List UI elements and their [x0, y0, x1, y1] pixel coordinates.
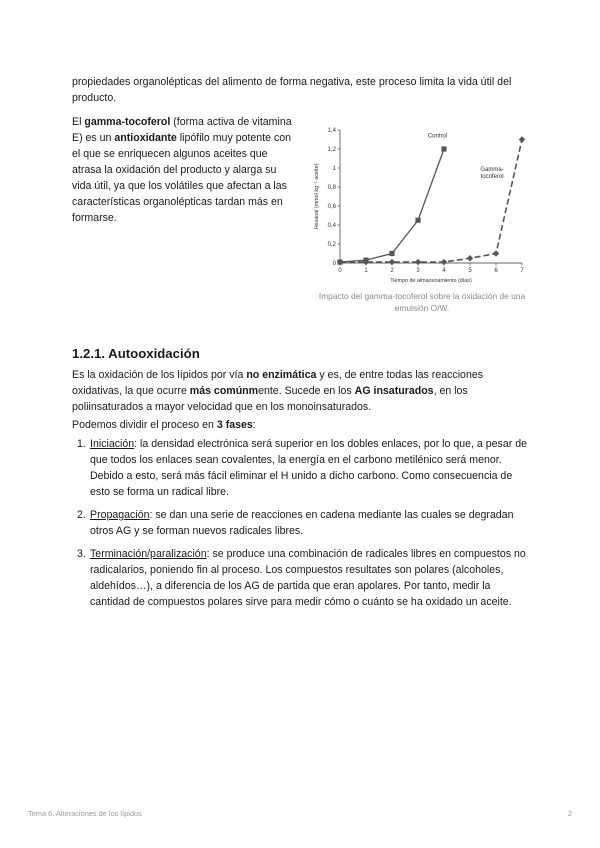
x-tick-label: 3 [416, 268, 420, 274]
data-point-square [441, 146, 446, 151]
x-tick-label: 4 [442, 268, 446, 274]
hexanal-chart [308, 120, 536, 288]
gamma-bold-2: antioxidante [114, 132, 177, 144]
gamma-bold-1: gamma-tocoferol [84, 116, 171, 128]
phase-item [72, 436, 532, 500]
phase-term: Propagación [90, 509, 150, 521]
x-tick-label: 7 [520, 268, 524, 274]
data-point-diamond [415, 259, 421, 265]
phase-number: 3. [77, 548, 86, 560]
phase-text: : se produce una combinación de radicales libres en compuestos no radicalarios, poniendo fin al proceso. Los compuestos resultates son polares (alcoholes, aldehídos…), a diferencia de los AG de partida que eran apolares. Por tanto, medir la cantidad de compuestos polares sirve para medir cómo o cuánto se ha oxidado un aceite. [90, 548, 526, 608]
phases-intro-text-1: Podemos dividir el proceso en [72, 419, 217, 431]
gamma-text-1: El [72, 116, 85, 128]
series-line-1 [340, 140, 522, 263]
phases-intro [72, 417, 532, 433]
auto-bold-2: más comúnm [189, 385, 259, 397]
x-tick-label: 0 [338, 268, 342, 274]
phase-item [72, 546, 532, 610]
auto-text-2: y es, de entre todas las reacciones oxidativas, la que ocurre [72, 369, 484, 397]
auto-text-4: , en los poliinsaturados a mayor velocidad que en los monoinsaturados. [72, 385, 468, 413]
gamma-tocoferol-paragraph [72, 114, 294, 226]
auto-text-3: ente. Sucede en los [258, 385, 355, 397]
data-point-diamond [467, 255, 473, 261]
auto-text-1: Es la oxidación de los lípidos por vía [72, 369, 247, 381]
series-label-gamma-line1: Gamma- [480, 166, 504, 173]
page-number: 2 [567, 809, 572, 818]
phase-text: : la densidad electrónica será superior en los dobles enlaces, por lo que, a pesar de que todos los enlaces sean covalentes, la energía en el carbono metilénico será menor. Debido a esto, será más fácil eliminar el H unido a dicho carbono. Como consecuencia de esto se forma un radical libre. [90, 438, 527, 498]
x-tick-label: 1 [364, 268, 368, 274]
x-axis-label: Tiempo de almacenamiento (días) [390, 278, 472, 284]
y-tick-label: 0,8 [327, 185, 336, 191]
y-tick-label: 1 [332, 166, 336, 172]
series-line-0 [340, 149, 444, 262]
phase-term: Iniciación [90, 438, 135, 450]
y-tick-label: 0,2 [327, 242, 336, 248]
x-tick-label: 2 [390, 268, 394, 274]
phase-number: 2. [77, 509, 86, 521]
series-label-control: Control [427, 133, 448, 140]
section-title: 1.2.1. Autooxidación [72, 346, 200, 361]
auto-bold-1: no enzimática [246, 369, 317, 381]
figure [308, 120, 536, 314]
phases-intro-text-2: : [252, 419, 256, 431]
series-label-gamma-line2: tocoferol [480, 173, 504, 180]
data-point-square [415, 218, 420, 223]
gamma-text-3: lipófilo muy potente con el que se enriquecen algunos aceites que atrasa la oxidación del producto y alarga su vida útil, ya que los volátiles que afectan a las características organolépticas tardan más en formarse. [72, 132, 292, 224]
y-tick-label: 1,4 [327, 128, 336, 134]
phases-intro-bold: 3 fases [216, 419, 253, 431]
x-tick-label: 6 [494, 268, 498, 274]
y-tick-label: 1,2 [327, 147, 336, 153]
y-tick-label: 0,4 [327, 223, 336, 229]
phase-item [72, 507, 532, 539]
data-point-diamond [493, 250, 499, 256]
x-tick-label: 5 [468, 268, 472, 274]
intro-paragraph: propiedades organolépticas del alimento de forma negativa, este proceso limita la vida útil del producto. [72, 76, 512, 104]
data-point-square [389, 251, 394, 256]
y-tick-label: 0,6 [327, 204, 336, 210]
auto-bold-3: AG insaturados [354, 385, 434, 397]
autooxidacion-paragraph [72, 367, 532, 415]
y-tick-label: 0 [332, 261, 336, 267]
data-point-diamond [441, 259, 447, 265]
data-point-diamond [519, 136, 525, 142]
gamma-text-2: (forma activa de vitamina E) es un [72, 116, 292, 144]
data-point-diamond [389, 259, 395, 265]
y-axis-label: Hexanal (mmol kg⁻¹ aceite) [314, 163, 320, 230]
figure-caption: Impacto del gamma-tocoferol sobre la oxidación de una emulsión O/W. [318, 291, 526, 313]
series-label-gamma [480, 167, 503, 180]
phase-term: Terminación/paralización [90, 548, 207, 560]
phases-list [72, 436, 532, 617]
footer-title: Tema 6. Alteraciones de los lípidos [28, 809, 142, 818]
phase-text: : se dan una serie de reacciones en cadena mediante las cuales se degradan otros AG y se forman nuevos radicales libres. [90, 509, 514, 537]
phase-number: 1. [77, 438, 86, 450]
